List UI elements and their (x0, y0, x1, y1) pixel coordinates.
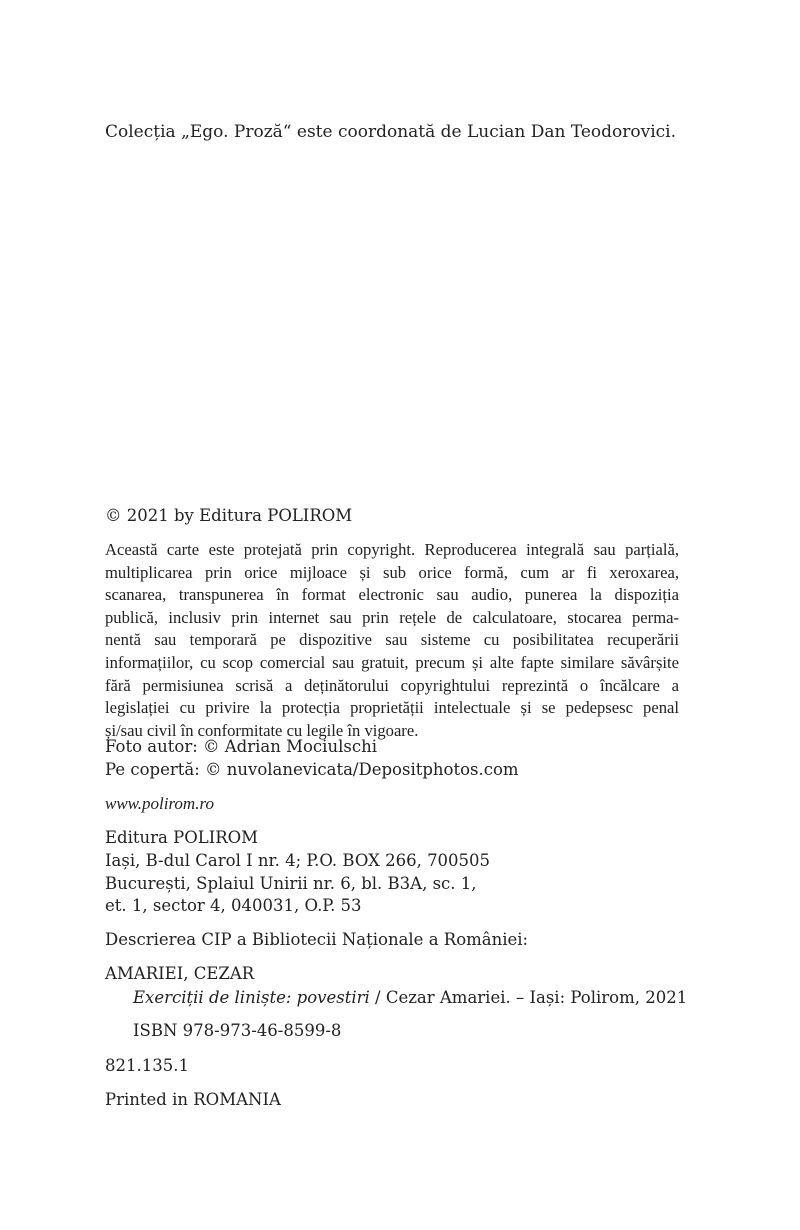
notice-line: publică, inclusiv prin internet sau prin rețele de calculatoare, stocarea perma- (105, 607, 679, 627)
series-note: Colecția „Ego. Proză“ este coordonată de Lucian Dan Teodorovici. (105, 122, 677, 142)
publisher-name: Editura POLIROM (105, 828, 259, 847)
notice-line: legislației cu privire la protecția proprietății intelectuale și se pedepsesc penal (105, 698, 679, 718)
notice-line: scanarea, transpunerea în format electronic sau audio, punerea la dispoziția (105, 585, 679, 605)
notice-line: multiplicarea prin orice mijloace și sub orice formă, cum ar fi xeroxarea, (105, 562, 679, 582)
author-photo-credit: Foto autor: © Adrian Mociulschi (105, 737, 377, 756)
copyright-notice (105, 539, 679, 742)
cover-credit: Pe copertă: © nuvolanevicata/Depositphotos.com (105, 760, 519, 779)
isbn: ISBN 978-973-46-8599-8 (133, 1021, 342, 1040)
notice-line: informațiilor, cu scop comercial sau gratuit, precum și alte fapte similare săvârșite (105, 652, 679, 672)
cip-author: AMARIEI, CEZAR (105, 964, 255, 983)
cip-title-line (133, 987, 687, 1009)
classification-code: 821.135.1 (105, 1056, 189, 1075)
publisher-address-bucuresti: București, Splaiul Unirii nr. 6, bl. B3A, sc. 1, (105, 874, 477, 893)
website-link[interactable]: www.polirom.ro (105, 794, 214, 813)
book-title: Exerciții de liniște: povestiri (133, 988, 370, 1007)
publisher-address-sector: et. 1, sector 4, 040031, O.P. 53 (105, 896, 362, 915)
publisher-address-iasi: Iași, B-dul Carol I nr. 4; P.O. BOX 266, 700505 (105, 851, 491, 870)
cip-heading: Descrierea CIP a Bibliotecii Naționale a României: (105, 930, 529, 949)
notice-line: nentă sau temporară pe dispozitive sau sisteme cu posibilitatea recuperării (105, 630, 679, 650)
notice-line: fără permisiunea scrisă a deținătorului copyrightului reprezintă o încălcare a (105, 675, 679, 695)
cip-imprint: / Cezar Amariei. – Iași: Polirom, 2021 (369, 988, 688, 1007)
printed-in: Printed in ROMANIA (105, 1090, 281, 1109)
copyright-line: © 2021 by Editura POLIROM (105, 506, 353, 525)
notice-line: și/sau civil în conformitate cu legile în vigoare. (105, 720, 419, 740)
notice-line: Această carte este protejată prin copyright. Reproducerea integrală sau parțială, (105, 540, 679, 559)
